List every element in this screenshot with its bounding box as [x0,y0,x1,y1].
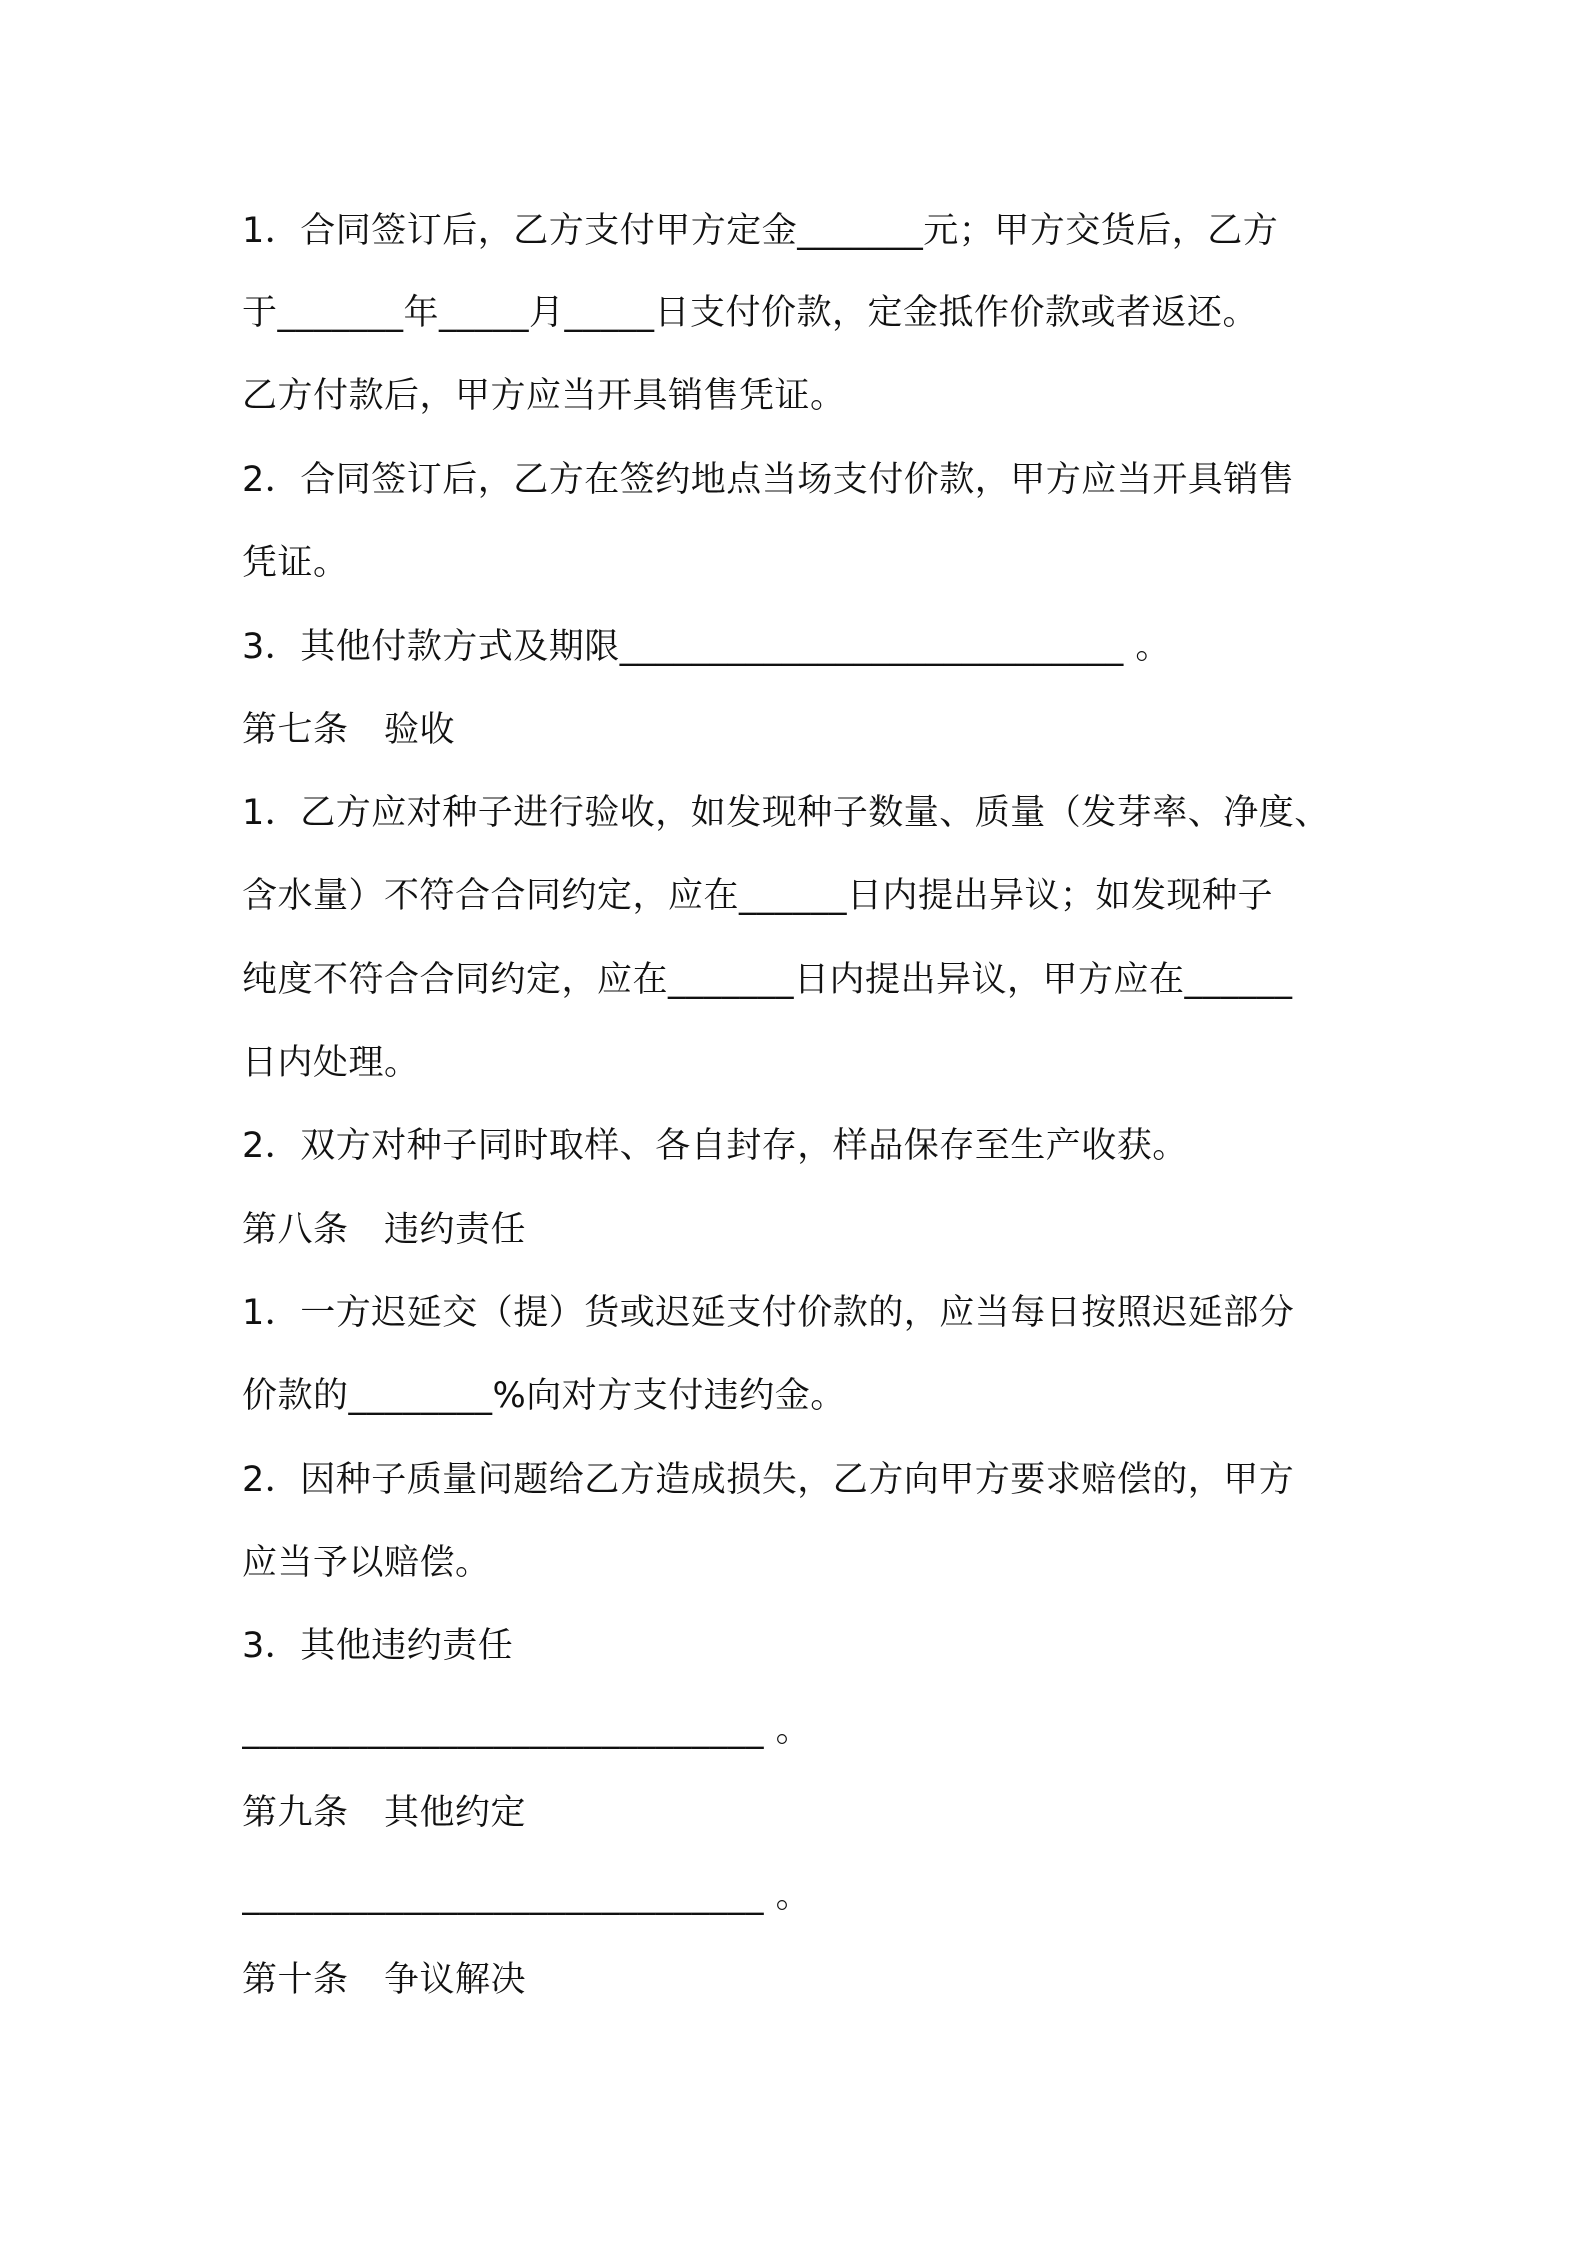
blank-fill-line: _____________________________ 。 [242,1876,812,1916]
section-heading: 第九条 其他约定 [242,1793,527,1833]
blank-fill-line: _____________________________ 。 [242,1710,812,1750]
text-line: 价款的________%向对方支付违约金。 [242,1376,846,1416]
text-line: 应当予以赔偿。 [242,1543,491,1583]
section-heading: 第十条 争议解决 [242,1960,527,2000]
text-line: 2．双方对种子同时取样、各自封存，样品保存至生产收获。 [242,1126,1188,1166]
text-line: 含水量）不符合合同约定，应在______日内提出异议；如发现种子 [242,876,1274,916]
text-line: 1．乙方应对种子进行验收，如发现种子数量、质量（发芽率、净度、 [242,793,1330,833]
text-line: 2．合同签订后，乙方在签约地点当场支付价款，甲方应当开具销售 [242,460,1295,500]
text-line: 2．因种子质量问题给乙方造成损失，乙方向甲方要求赔偿的，甲方 [242,1460,1295,1500]
text-line: 于_______年_____月_____日支付价款，定金抵作价款或者返还。 [242,293,1259,333]
text-line: 1．一方迟延交（提）货或迟延支付价款的，应当每日按照迟延部分 [242,1293,1295,1333]
text-line: 3．其他付款方式及期限____________________________ 。 [242,627,1171,667]
section-heading: 第七条 验收 [242,710,456,750]
text-line: 纯度不符合合同约定，应在_______日内提出异议，甲方应在______ [242,960,1293,1000]
text-line: 1．合同签订后，乙方支付甲方定金_______元；甲方交货后，乙方 [242,211,1279,251]
section-heading: 第八条 违约责任 [242,1210,527,1250]
text-line: 乙方付款后，甲方应当开具销售凭证。 [242,376,846,416]
text-line: 3．其他违约责任 [242,1626,514,1666]
text-line: 凭证。 [242,543,349,583]
text-line: 日内处理。 [242,1043,420,1083]
